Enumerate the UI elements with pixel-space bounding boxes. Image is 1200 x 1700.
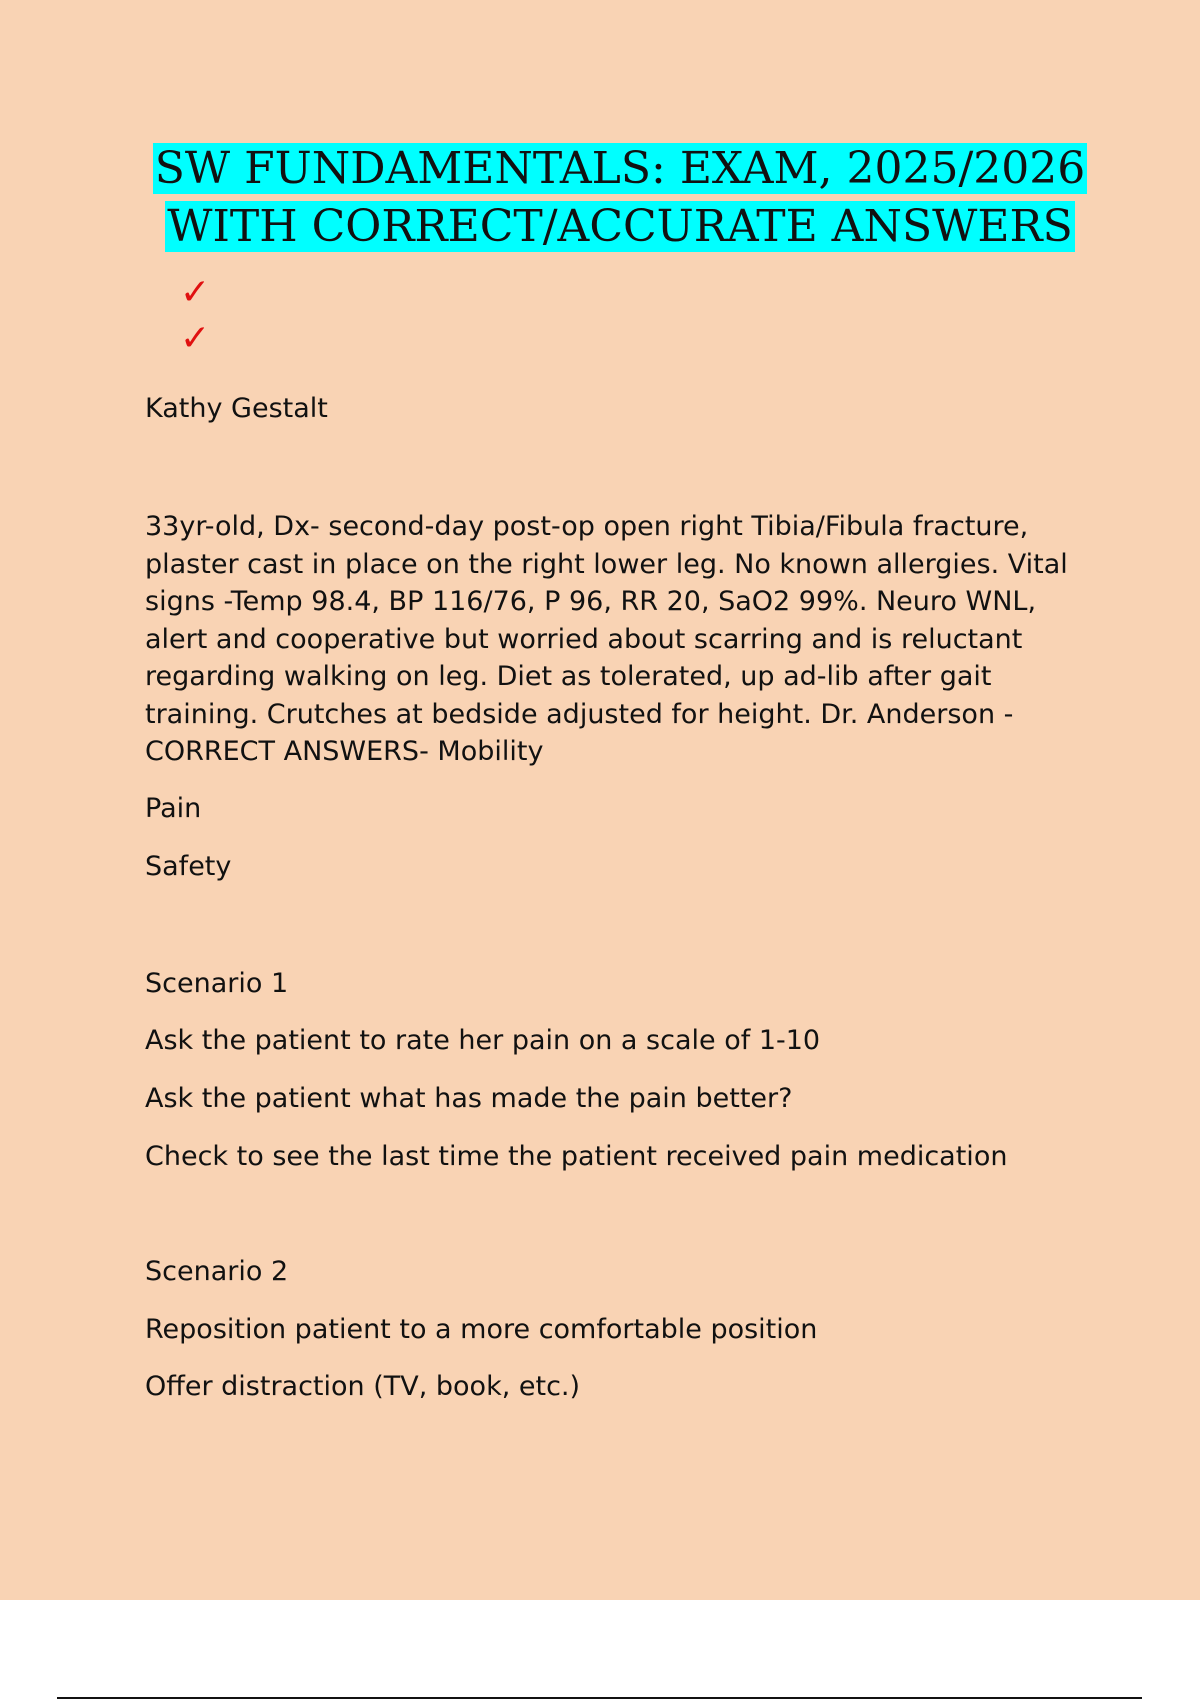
- scenario-2-item: Reposition patient to a more comfortable position: [145, 1314, 818, 1345]
- checkmark-icon: ✓: [180, 272, 211, 313]
- scenario-2-item: Offer distraction (TV, book, etc.): [145, 1371, 581, 1402]
- answer-safety: Safety: [145, 851, 232, 882]
- document-title: [0, 140, 1200, 256]
- scenario-2-heading: Scenario 2: [145, 1256, 289, 1287]
- title-line-2: WITH CORRECT/ACCURATE ANSWERS: [167, 201, 1073, 252]
- title-line-1: SW FUNDAMENTALS: EXAM, 2025/2026: [154, 143, 1086, 194]
- patient-name: Kathy Gestalt: [145, 393, 328, 424]
- scenario-1-item: Check to see the last time the patient received pain medication: [145, 1141, 1008, 1172]
- scenario-1-heading: Scenario 1: [145, 968, 289, 999]
- checkmark-list: [180, 270, 210, 362]
- scenario-1-item: Ask the patient to rate her pain on a scale of 1-10: [145, 1025, 821, 1056]
- footer-divider: [57, 1697, 1142, 1699]
- scenario-1-item: Ask the patient what has made the pain better?: [145, 1083, 793, 1114]
- checkmark-icon: ✓: [180, 318, 211, 359]
- answer-pain: Pain: [145, 793, 202, 824]
- case-description: 33yr-old, Dx- second-day post-op open right Tibia/Fibula fracture, plaster cast in place on the right lower leg. No known allergies. Vital signs -Temp 98.4, BP 116/76, P 96, RR 20, SaO2 99%. Neuro WNL, alert and cooperative but worried about scarring and is reluctant regarding walking on leg. Diet as tolerated, up ad-lib after gait training. Crutches at bedside adjusted for height. Dr. Anderson - CORRECT ANSWERS- Mobility: [145, 511, 1068, 767]
